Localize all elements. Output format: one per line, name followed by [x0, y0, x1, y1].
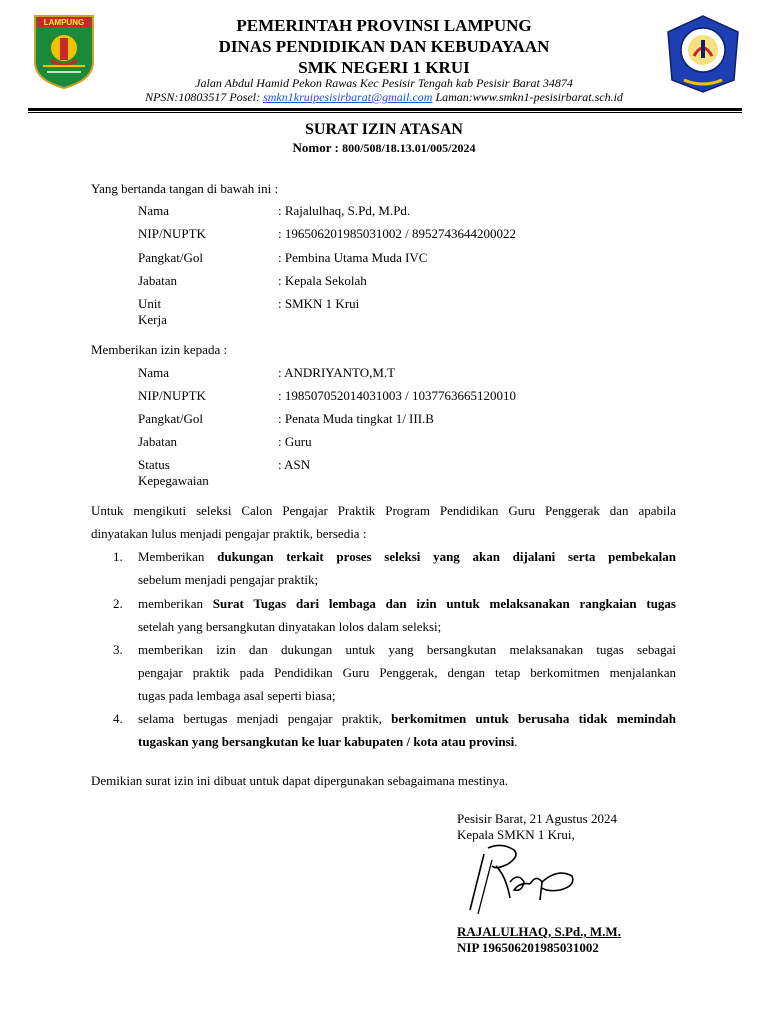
list-text: sebelum menjadi pengajar praktik;	[138, 572, 319, 587]
letterhead-divider-thick	[28, 108, 742, 111]
list-number: 2.	[113, 596, 123, 611]
list-number: 1.	[113, 549, 123, 564]
signatory-name: RAJALULHAQ, S.Pd., M.M.	[457, 924, 621, 939]
field-label: Jabatan	[138, 273, 177, 288]
letterhead-contact	[0, 90, 768, 105]
field-label: Pangkat/Gol	[138, 250, 203, 265]
field-label: NIP/NUPTK	[138, 388, 206, 403]
grantor-intro: Yang bertanda tangan di bawah ini :	[91, 181, 279, 196]
list-item	[91, 545, 676, 591]
field-value: : ANDRIYANTO,M.T	[278, 365, 396, 380]
field-value: : Kepala Sekolah	[278, 273, 367, 288]
grantee-intro: Memberikan izin kepada :	[91, 342, 228, 357]
field-label: Nama	[138, 203, 170, 218]
letter-number-label: Nomor :	[292, 140, 343, 155]
list-item	[91, 638, 676, 707]
field-label: Pangkat/Gol	[138, 411, 203, 426]
list-text: tugas pada lembaga asal seperti biasa;	[138, 688, 336, 703]
letterhead-government: PEMERINTAH PROVINSI LAMPUNG	[236, 16, 532, 35]
signature-place-date: Pesisir Barat, 21 Agustus 2024	[457, 811, 617, 826]
list-number: 4.	[113, 711, 123, 726]
letterhead-address: Jalan Abdul Hamid Pekon Rawas Kec Pesisir Tengah kab Pesisir Barat 34874	[195, 76, 573, 90]
list-number: 3.	[113, 642, 123, 657]
signature-position: Kepala SMKN 1 Krui,	[457, 827, 575, 842]
list-text-bold: Surat Tugas dari lembaga dan izin untuk melaksanakan rangkaian tugas	[212, 596, 676, 611]
handwritten-signature	[462, 842, 582, 916]
field-label: Unit Kerja	[138, 296, 167, 327]
website-text: Laman:www.smkn1-pesisirbarat.sch.id	[432, 90, 623, 104]
list-text: Memberikan	[138, 549, 218, 564]
list-item	[91, 592, 676, 638]
field-value: : 196506201985031002 / 8952743644200022	[278, 226, 516, 241]
field-value: : Rajalulhaq, S.Pd, M.Pd.	[278, 203, 411, 218]
letterhead-department: DINAS PENDIDIKAN DAN KEBUDAYAAN	[218, 37, 550, 56]
list-text: pengajar praktik pada Pendidikan Guru Penggerak, dengan tetap berkomitmen menjalankan	[138, 665, 676, 680]
field-label: NIP/NUPTK	[138, 226, 206, 241]
field-value: : Guru	[278, 434, 312, 449]
field-value: : SMKN 1 Krui	[278, 296, 360, 311]
field-label: Jabatan	[138, 434, 177, 449]
signatory-nip: NIP 196506201985031002	[457, 940, 599, 955]
field-value: : Penata Muda tingkat 1/ III.B	[278, 411, 434, 426]
npsn-text: NPSN:10803517 Posel:	[145, 90, 264, 104]
field-value: : Pembina Utama Muda IVC	[278, 250, 428, 265]
field-label: Status Kepegawaian	[138, 457, 209, 488]
list-text: memberikan	[138, 596, 213, 611]
field-value: : 198507052014031003 / 1037763665120010	[278, 388, 516, 403]
list-item	[91, 707, 676, 753]
list-text-bold: berkomitmen untuk berusaha tidak memindah	[391, 711, 676, 726]
letter-title: SURAT IZIN ATASAN	[305, 121, 463, 138]
letterhead-divider-thin	[28, 112, 742, 113]
closing-statement: Demikian surat izin ini dibuat untuk dapat dipergunakan sebagaimana mestinya.	[91, 773, 509, 788]
list-text: .	[514, 734, 518, 749]
purpose-line: dinyatakan lulus menjadi pengajar praktik, bersedia :	[91, 526, 367, 541]
svg-text:LAMPUNG: LAMPUNG	[43, 18, 85, 27]
list-text: selama bertugas menjadi pengajar praktik,	[138, 711, 392, 726]
field-value: : ASN	[278, 457, 311, 472]
purpose-line: Untuk mengikuti seleksi Calon Pengajar Praktik Program Pendidikan Guru Penggerak dan apabila	[91, 503, 676, 518]
letterhead-school: SMK NEGERI 1 KRUI	[298, 58, 470, 77]
letter-number-value: 800/508/18.13.01/005/2024	[342, 141, 476, 155]
email-link[interactable]: smkn1kruipesisirbarat@gmail.com	[263, 90, 433, 104]
list-text-bold: tugaskan yang bersangkutan ke luar kabupaten / kota atau provinsi	[138, 734, 515, 749]
letter-number	[0, 140, 768, 156]
list-text-bold: dukungan terkait proses seleksi yang akan dijalani serta pembekalan	[217, 549, 676, 564]
purpose-paragraph	[91, 499, 676, 545]
list-text: setelah yang bersangkutan dinyatakan lolos dalam seleksi;	[138, 619, 442, 634]
field-label: Nama	[138, 365, 170, 380]
list-text: memberikan izin dan dukungan untuk yang bersangkutan melaksanakan tugas sebagai	[138, 642, 676, 657]
